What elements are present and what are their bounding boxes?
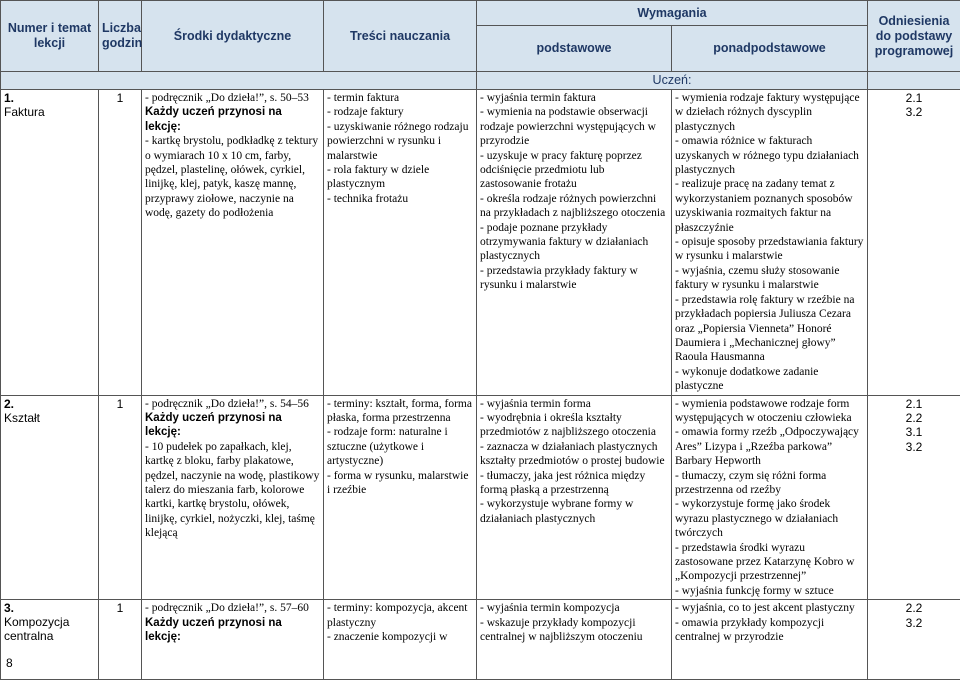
curriculum-code: 3.1 (871, 425, 957, 439)
curriculum-code: 2.2 (871, 601, 957, 615)
curriculum-codes-cell (868, 90, 960, 396)
curriculum-code: 2.1 (871, 91, 957, 105)
advanced-requirement: - przedstawia rolę faktury w rzeźbie na przykładach popiersia Juliusza Cezara oraz „Popiersia Vienneta” Honoré Daumiera i „Mechanicznej głowy” Raoula Hausmanna (675, 293, 864, 365)
advanced-requirement: - wykorzystuje formę jako środek wyrazu plastycznego w działaniach twórczych (675, 497, 864, 540)
materials-heading: Każdy uczeń przynosi na lekcję: (145, 105, 320, 134)
materials-cell (142, 395, 324, 600)
basic-requirement: - wykorzystuje wybrane formy w działaniach plastycznych (480, 497, 668, 526)
curriculum-code: 2.2 (871, 411, 957, 425)
curriculum-code: 2.1 (871, 397, 957, 411)
curriculum-codes-cell (868, 600, 960, 680)
advanced-requirement: - wymienia rodzaje faktury występujące w dziełach różnych dyscyplin plastycznych (675, 91, 864, 134)
content-item: - uzyskiwanie różnego rodzaju powierzchni w rysunku i malarstwie (327, 120, 473, 163)
curriculum-code: 3.2 (871, 440, 957, 454)
content-item: - technika frotażu (327, 192, 473, 206)
basic-requirement: - wyodrębnia i określa kształty przedmiotów z najbliższego otoczenia (480, 411, 668, 440)
header-liczba: Liczba godzin (99, 1, 142, 72)
content-cell (324, 600, 477, 680)
materials-textbook: - podręcznik „Do dzieła!”, s. 50–53 (145, 91, 320, 105)
basic-requirement: - podaje poznane przykłady otrzymywania faktury w działaniach plastycznych (480, 221, 668, 264)
lesson-number: 1. (4, 91, 14, 105)
lesson-cell (1, 600, 99, 680)
advanced-requirements-cell (672, 600, 868, 680)
table-row (1, 395, 960, 600)
content-cell (324, 395, 477, 600)
advanced-requirement: - wykonuje dodatkowe zadanie plastyczne (675, 365, 864, 394)
basic-requirements-cell (477, 600, 672, 680)
header-srodki: Środki dydaktyczne (142, 1, 324, 72)
table-body (1, 90, 960, 680)
basic-requirement: - przedstawia przykłady faktury w rysunku i malarstwie (480, 264, 668, 293)
hours-value: 1 (102, 601, 138, 615)
lesson-topic: Kształt (4, 411, 95, 425)
hours-cell (99, 600, 142, 680)
basic-requirement: - określa rodzaje różnych powierzchni na przykładach z najbliższego otoczenia (480, 192, 668, 221)
advanced-requirement: - opisuje sposoby przedstawiania faktury w rysunku i malarstwie (675, 235, 864, 264)
materials-heading: Każdy uczeń przynosi na lekcję: (145, 411, 320, 440)
content-item: - terminy: kształt, forma, forma płaska, forma przestrzenna (327, 397, 473, 426)
lesson-cell (1, 395, 99, 600)
lesson-topic: Kompozycja centralna (4, 615, 95, 643)
hours-cell (99, 90, 142, 396)
curriculum-code: 3.2 (871, 105, 957, 119)
advanced-requirement: - omawia różnice w fakturach uzyskanych w różnego typu działaniach plastycznych (675, 134, 864, 177)
basic-requirement: - zaznacza w działaniach plastycznych kształty przedmiotów o prostej budowie (480, 440, 668, 469)
materials-cell (142, 90, 324, 396)
materials-textbook: - podręcznik „Do dzieła!”, s. 57–60 (145, 601, 320, 615)
advanced-requirement: - tłumaczy, czym się różni forma przestrzenna od rzeźby (675, 469, 864, 498)
advanced-requirement: - wyjaśnia, co to jest akcent plastyczny (675, 601, 864, 615)
hours-cell (99, 395, 142, 600)
lesson-number: 3. (4, 601, 14, 615)
basic-requirement: - wyjaśnia termin faktura (480, 91, 668, 105)
header-podstawowe: podstawowe (477, 26, 672, 72)
content-item: - znaczenie kompozycji w (327, 630, 473, 644)
basic-requirements-cell (477, 395, 672, 600)
lesson-number: 2. (4, 397, 14, 411)
basic-requirement: - wyjaśnia termin kompozycja (480, 601, 668, 615)
hours-value: 1 (102, 397, 138, 411)
content-item: - rodzaje form: naturalne i sztuczne (użytkowe i artystyczne) (327, 425, 473, 468)
materials-cell (142, 600, 324, 680)
basic-requirement: - uzyskuje w pracy fakturę poprzez odciśnięcie przedmiotu lub zastosowanie frotażu (480, 149, 668, 192)
header-tresci: Treści nauczania (324, 1, 477, 72)
header-row (1, 1, 960, 26)
advanced-requirement: - przedstawia środki wyrazu zastosowane przez Katarzynę Kobro w „Kompozycji przestrzennej” (675, 541, 864, 584)
advanced-requirements-cell (672, 395, 868, 600)
table-row (1, 600, 960, 680)
advanced-requirement: - realizuje pracę na zadany temat z wykorzystaniem poznanych sposobów uzyskiwania rozmaitych faktur na płaszczyźnie (675, 177, 864, 235)
content-item: - rola faktury w dziele plastycznym (327, 163, 473, 192)
advanced-requirement: - omawia formy rzeźb „Odpoczywający Ares” Lizypa i „Rzeźba parkowa” Barbary Hepworth (675, 425, 864, 468)
content-item: - forma w rysunku, malarstwie i rzeźbie (327, 469, 473, 498)
table-row (1, 90, 960, 396)
header-odniesienia: Odniesienia do podstawy programowej (868, 1, 960, 72)
advanced-requirement: - wyjaśnia, czemu służy stosowanie faktury w rysunku i malarstwie (675, 264, 864, 293)
materials-heading: Każdy uczeń przynosi na lekcję: (145, 616, 320, 645)
page-number: 8 (6, 656, 13, 670)
advanced-requirement: - wyjaśnia funkcję formy w sztuce (675, 584, 864, 598)
content-item: - rodzaje faktury (327, 105, 473, 119)
materials-list: - 10 pudełek po zapałkach, klej, kartkę z bloku, farby plakatowe, pędzel, naczynie na wodę, plastikowy talerz do mieszania farb, kolorowe kartki, kartkę brystolu, ołówek, linijkę, cyrkiel, nożyczki, klej, taśmę klejącą (145, 440, 320, 541)
header-numer: Numer i temat lekcji (1, 1, 99, 72)
advanced-requirement: - wymienia podstawowe rodzaje form występujących w otoczeniu człowieka (675, 397, 864, 426)
basic-requirement: - tłumaczy, jaka jest różnica między formą płaską a przestrzenną (480, 469, 668, 498)
content-item: - termin faktura (327, 91, 473, 105)
header-ponadpodstawowe: ponadpodstawowe (672, 26, 868, 72)
advanced-requirements-cell (672, 90, 868, 396)
curriculum-code: 3.2 (871, 616, 957, 630)
header-wymagania: Wymagania (477, 1, 868, 26)
hours-value: 1 (102, 91, 138, 105)
curriculum-codes-cell (868, 395, 960, 600)
content-item: - terminy: kompozycja, akcent plastyczny (327, 601, 473, 630)
basic-requirements-cell (477, 90, 672, 396)
materials-textbook: - podręcznik „Do dzieła!”, s. 54–56 (145, 397, 320, 411)
uczen-row (1, 72, 960, 90)
basic-requirement: - wymienia na podstawie obserwacji rodzaje powierzchni występujących w przyrodzie (480, 105, 668, 148)
lesson-cell (1, 90, 99, 396)
lesson-topic: Faktura (4, 105, 95, 119)
basic-requirement: - wyjaśnia termin forma (480, 397, 668, 411)
content-cell (324, 90, 477, 396)
materials-list: - kartkę brystolu, podkładkę z tektury o wymiarach 10 x 10 cm, farby, pędzel, plastelinę, ołówek, cyrkiel, linijkę, klej, patyk, kaszę mannę, przyprawy ziołowe, naczynie na wodę, gazety do podłożenia (145, 134, 320, 220)
uczen-label: Uczeń: (477, 72, 868, 90)
advanced-requirement: - omawia przykłady kompozycji centralnej w przyrodzie (675, 616, 864, 645)
basic-requirement: - wskazuje przykłady kompozycji centralnej w najbliższym otoczeniu (480, 616, 668, 645)
